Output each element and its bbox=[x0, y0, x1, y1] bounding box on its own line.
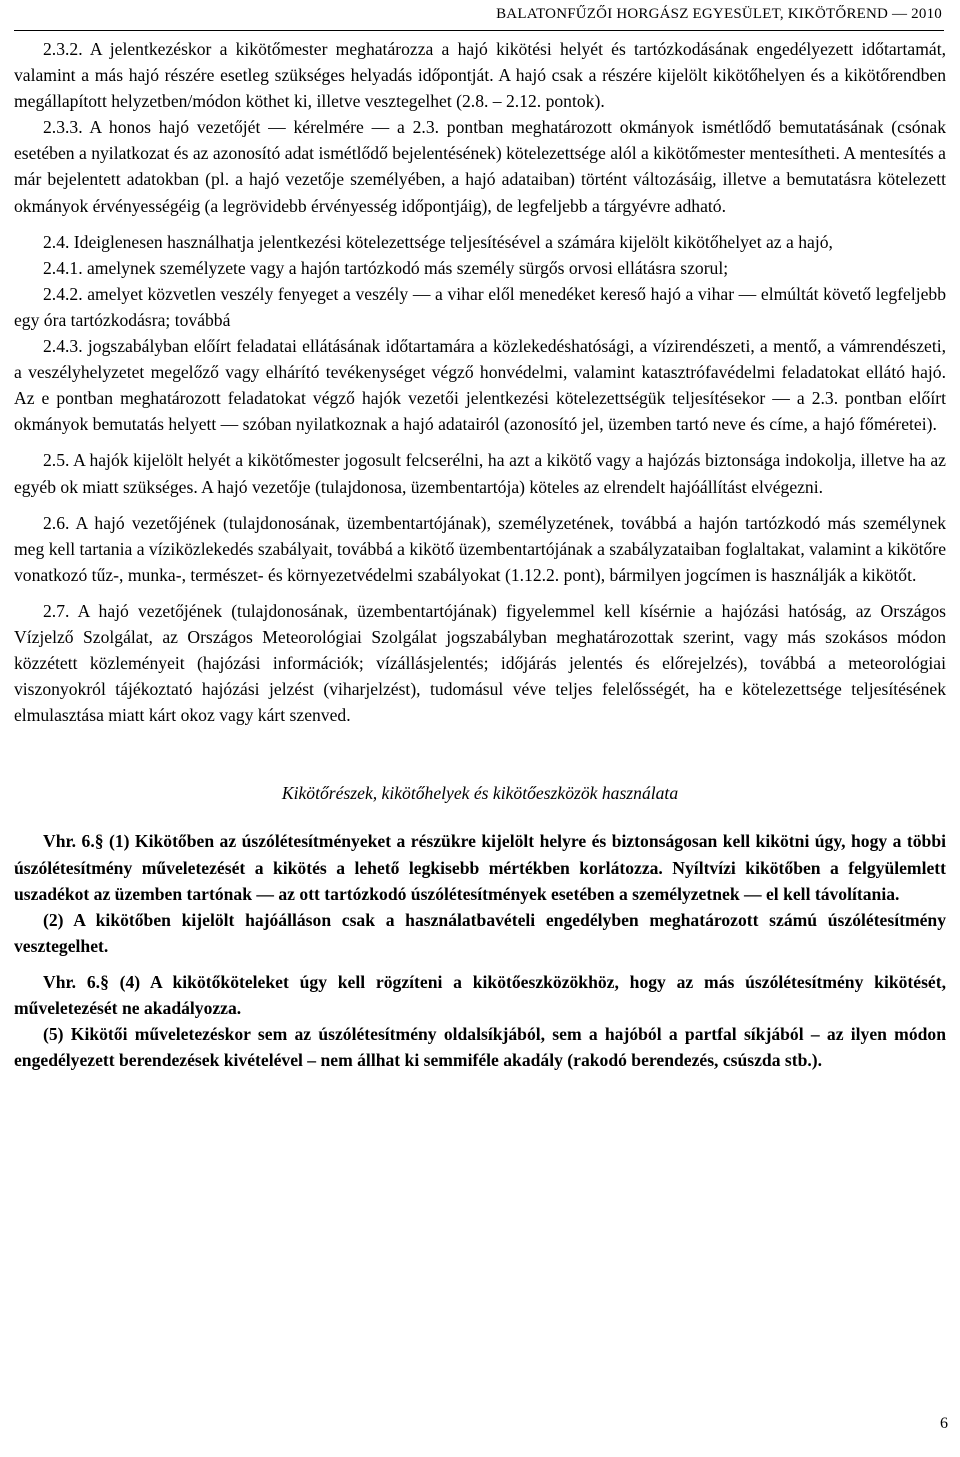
running-header: BALATONFŰZŐI HORGÁSZ EGYESÜLET, KIKÖTŐREND — 2010 bbox=[496, 6, 942, 22]
section-heading: Kikötőrészek, kikötőhelyek és kikötőeszközök használata bbox=[281, 783, 679, 804]
paragraph-2-5: 2.5. A hajók kijelölt helyét a kikötőmester jogosult felcserélni, ha azt a kikötő vagy a hajózás biztonsága indokolja, illetve ha az egyéb ok miatt szükséges. A hajó vezetője (tulajdonosa, üzembentartója) köteles az elrendelt hajóállítást elvégezni. bbox=[14, 450, 946, 497]
paragraph-2-3-3: 2.3.3. A honos hajó vezetőjét — kérelmére — a 2.3. pontban meghatározott okmányok ismétlődő bemutatásának (csónak esetében a nyilatkozat és az azonosító adat ismétlődő bejelentésének) kötelezettsége alól a kikötőmester mentesítheti. A mentesítés a már bejelentett adatokban (pl. a hajó vezetője személyében, a hajó adataiban) történt változásáig, illetve a bemutatásra kötelezett okmányok érvényességéig (a legrövidebb érvényesség időpontjáig), de legfeljebb a tárgyévre adható. bbox=[14, 117, 946, 216]
paragraph-2-4: 2.4. Ideiglenesen használhatja jelentkezési kötelezettsége teljesítésével a számára kijelölt kikötőhelyet az a hajó, bbox=[43, 231, 833, 252]
paragraph-2-4-2: 2.4.2. amelyet közvetlen veszély fenyeget a veszély — a vihar elől menedéket kereső hajó a vihar — elmúltát követő legfeljebb egy óra tartózkodásra; továbbá bbox=[14, 283, 946, 330]
page-number: 6 bbox=[940, 1415, 948, 1432]
paragraph-2-4-3: 2.4.3. jogszabályban előírt feladatai ellátásának időtartamára a közlekedéshatósági, a vízirendészeti, a mentő, a vámrendészeti, a veszélyhelyzetet megelőző vagy elhárító tevékenységet végző honvédelmi, valamint katasztrófavédelmi feladatokat ellátó hajó. Az e pontban meghatározott feladatokat végző hajók vezetői jelentkezési kötelezettségük teljesítésekor — a 2.3. pontban előírt okmányok bemutatás helyett — szóban nyilatkoznak a hajó adatairól (azonosító jel, üzemben tartó neve és címe, a hajó főméretei). bbox=[14, 336, 946, 435]
bold-paragraph-vhr-6-5: (5) Kikötői műveletezéskor sem az úszólétesítmény oldalsíkjából, sem a hajóból a partfal síkjából – az ilyen módon engedélyezett berendezések kivételével – nem állhat ki semmiféle akadály (rakodó berendezés, csúszda stb.). bbox=[14, 1024, 946, 1071]
bold-paragraph-vhr-6-4: Vhr. 6.§ (4) A kikötőköteleket úgy kell rögzíteni a kikötőeszközökhöz, hogy az más úszólétesítmény kikötését, műveletezését ne akadályozza. bbox=[14, 971, 946, 1018]
paragraph-2-6: 2.6. A hajó vezetőjének (tulajdonosának, üzembentartójának), személyzetének, továbbá a hajón tartózkodó más személynek meg kell tartania a víziközlekedés szabályait, továbbá a kikötő üzembentartójának a szabályzataiban foglaltakat, valamint a kikötőre vonatkozó tűz-, munka-, természet- és környezetvédelmi szabályokat (1.12.2. pont), bármilyen jogcímen is használják a kikötőt. bbox=[14, 512, 946, 585]
bold-paragraph-vhr-6-1: Vhr. 6.§ (1) Kikötőben az úszólétesítményeket a részükre kijelölt helyre és biztonságosan kell kikötni úgy, hogy a többi úszólétesítmény műveletezését a kikötés a lehető legkisebb mértékben korlátozza. Nyíltvízi kikötőben a felgyülemlett uszadékot az üzemben tartónak — az ott tartózkodó úszólétesítmények esetében a személyzetnek — el kell távolítania. bbox=[14, 831, 946, 904]
paragraph-2-4-1: 2.4.1. amelynek személyzete vagy a hajón tartózkodó más személy sürgős orvosi ellátásra szorul; bbox=[43, 257, 729, 278]
bold-paragraph-vhr-6-2: (2) A kikötőben kijelölt hajóálláson csak a használatbavételi engedélyben meghatározott számú úszólétesítmény vesztegelhet. bbox=[14, 909, 946, 956]
paragraph-2-7: 2.7. A hajó vezetőjének (tulajdonosának, üzembentartójának) figyelemmel kell kísérnie a hajózási hatóság, az Országos Vízjelző Szolgálat, az Országos Meteorológiai Szolgálat jogszabályban meghatározottak szerint, vagy más szokásos módon közzétett közleményeit (hajózási információk; vízállásjelentés; időjárás jelentés és előrejelzés), továbbá a meteorológiai viszonyokról tájékoztató hajózási jelzést (viharjelzést), tudomásul véve teljes felelősségét, ha e kötelezettsége teljesítésének elmulasztása miatt kárt okoz vagy kárt szenved. bbox=[14, 600, 946, 726]
paragraph-2-3-2: 2.3.2. A jelentkezéskor a kikötőmester meghatározza a hajó kikötési helyét és tartózkodásának engedélyezett időtartamát, valamint a más hajó részére esetleg szükséges helyadás időpontját. A hajó csak a részére kijelölt kikötőhelyen és a kikötőrendben megállapított helyzetben/módon köthet ki, illetve vesztegelhet (2.8. – 2.12. pontok). bbox=[14, 39, 946, 112]
document-body bbox=[14, 36, 946, 1073]
header-rule bbox=[14, 30, 944, 31]
